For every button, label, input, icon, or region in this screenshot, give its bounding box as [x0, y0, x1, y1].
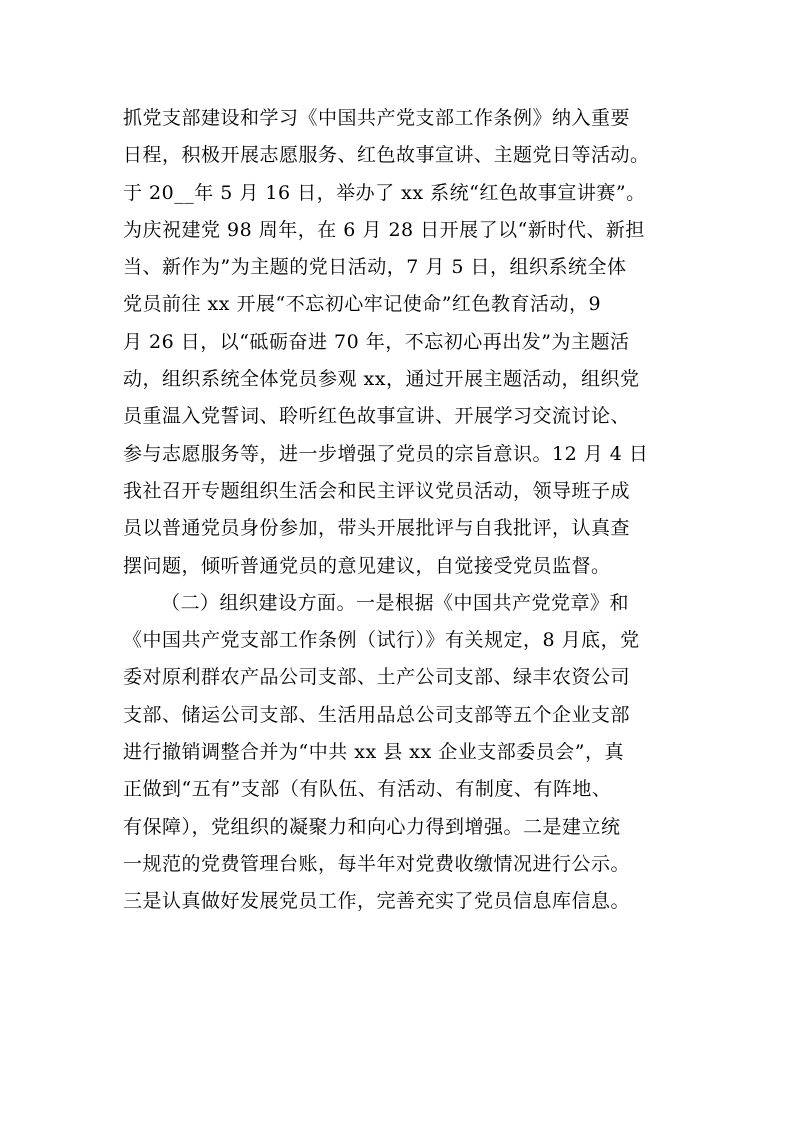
text-line: 员以普通党员身份参加，带头开展批评与自我批评，认真查 [123, 517, 631, 540]
text-line: 为庆祝建党 98 周年，在 6 月 28 日开展了以“新时代、新担 [123, 218, 645, 241]
paragraph-heading-line: （二）组织建设方面。一是根据《中国共产党党章》和 [161, 591, 630, 614]
text-line: 参与志愿服务等，进一步增强了党员的宗旨意识。12 月 4 日 [123, 442, 649, 465]
text-line: 员重温入党誓词、聆听红色故事宣讲、开展学习交流讨论、 [123, 405, 631, 428]
text-line: 抓党支部建设和学习《中国共产党支部工作条例》纳入重要 [123, 107, 631, 129]
text-line: 我社召开专题组织生活会和民主评议党员活动，领导班子成 [123, 479, 631, 502]
text-line: 当、新作为”为主题的党日活动，7 月 5 日，组织系统全体 [123, 256, 627, 279]
text-line: 动，组织系统全体党员参观 xx，通过开展主题活动，组织党 [123, 368, 640, 391]
text-line: 支部、储运公司支部、生活用品总公司支部等五个企业支部 [123, 703, 631, 726]
text-line: 委对原利群农产品公司支部、土产公司支部、绿丰农资公司 [123, 666, 631, 689]
text-line: 月 26 日，以“砥砺奋进 70 年，不忘初心再出发”为主题活 [123, 330, 630, 353]
text-line: 党员前往 xx 开展“不忘初心牢记使命”红色教育活动，9 [123, 293, 602, 316]
text-line: 进行撤销调整合并为“中共 xx 县 xx 企业支部委员会”，真 [123, 741, 624, 764]
text-line: 于 20__年 5 月 16 日，举办了 xx 系统“红色故事宣讲赛”。 [123, 181, 646, 204]
body-text [123, 100, 683, 921]
text-line: 正做到“五有”支部（有队伍、有活动、有制度、有阵地、 [123, 778, 612, 801]
text-line: 《中国共产党支部工作条例（试行）》有关规定，8 月底，党 [123, 629, 640, 652]
text-line: 摆问题，倾听普通党员的意见建议，自觉接受党员监督。 [123, 554, 611, 577]
text-line: 三是认真做好发展党员工作，完善充实了党员信息库信息。 [123, 890, 631, 913]
text-line: 有保障），党组织的凝聚力和向心力得到增强。二是建立统 [123, 815, 621, 838]
text-line: 日程，积极开展志愿服务、红色故事宣讲、主题党日等活动。 [123, 144, 650, 167]
text-line: 一规范的党费管理台账，每半年对党费收缴情况进行公示。 [123, 852, 631, 875]
